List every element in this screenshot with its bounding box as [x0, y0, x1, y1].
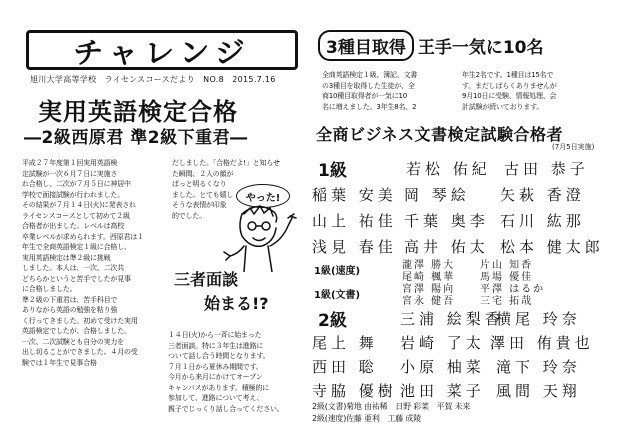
grade1-name: 矢萩 香澄	[500, 186, 585, 204]
grade2-name: 小原 柚菜	[400, 358, 485, 376]
three-certs-body-line: 年生2名です。1種目は15名で	[462, 71, 554, 79]
speed-name: 馬場 優佳	[480, 272, 534, 283]
eiken-body-line: 的でした。	[172, 211, 206, 220]
eiken-body-line: ライセンスコースとして初めて２級	[22, 211, 130, 220]
interview-body-line: 今月から来月にかけてオープン	[168, 373, 263, 381]
eiken-headline: 実用英語検定合格	[38, 98, 238, 126]
cheering-student-illustration	[220, 196, 300, 272]
grade1-speed-label: 1級(速度)	[314, 266, 361, 277]
speed-name: 尾崎 楓華	[402, 272, 456, 283]
interview-body-line: 参加して、進路について考え、	[168, 394, 264, 402]
eiken-body-line: 定試験が一次６月７日に実施さ	[22, 169, 118, 178]
grade2-speed-list: 2級(速度)佐藤 亜利 工藤 成陵	[312, 414, 422, 423]
eiken-body-line: 験では１年生で見事合格	[22, 358, 97, 367]
interview-headline-line: 三者面談	[174, 270, 239, 289]
grade2-name: 尾上 舞	[312, 334, 378, 352]
grade2-name: 西田 聡	[312, 358, 378, 376]
grade1-name: 若松 佑紀	[406, 160, 491, 178]
masthead-box	[26, 30, 298, 70]
interview-body-line: 親子でじっくり話し合ってください。	[168, 404, 284, 413]
interview-body-line: ついて話し合う時間となります。	[168, 352, 270, 360]
interview-headline-line: 始まる!?	[204, 294, 269, 313]
eiken-body-line: しました。本人は、一次、二次共	[22, 264, 124, 272]
interview-body-line: ７月１日から夏休み期間です。	[168, 362, 263, 371]
eiken-body-line: く行ってきました。初めて受けた実用	[22, 316, 138, 325]
eiken-subheadline: ―2級西原君 準2級下重君―	[24, 128, 248, 148]
eiken-body-line: その結果が７月１４日(火)に発表され	[22, 201, 136, 209]
grade1-doc-label: 1級(文書)	[314, 290, 361, 301]
eiken-body-line: 実用英語検定は準２級に挑戦	[22, 253, 111, 262]
grade1-name: 松本 健太郎	[500, 238, 604, 256]
three-certs-body-line: 名に増えました。3年生8名、2	[322, 102, 417, 111]
eiken-body-line: ありながら英語の勉強を粘り強	[22, 306, 118, 314]
eiken-body-line: ぱっと明るくなり	[172, 180, 227, 188]
speed-name: 宮澤 陽向	[402, 284, 456, 295]
interview-body-line: キャンパスがあります。積極的に	[168, 383, 269, 392]
three-certs-body-line: 9月10日に受験、情報処理、会	[462, 92, 557, 100]
eiken-body-line: れ合格し、二次が７月５日に神居中	[22, 180, 131, 188]
eiken-body-line: 卒業レベルが求められます。西原君は１	[22, 232, 144, 241]
eiken-body-line: 出し切ることができました。４月の受	[22, 348, 138, 356]
eiken-body-line: 合格者が出ました。レベルは高校	[22, 222, 124, 230]
three-certs-body-line: す。まだしばらくありませんが	[462, 81, 557, 90]
eiken-body-line: 平成２７年度第１回実用英語検	[22, 159, 118, 167]
newsletter-subline: 旭川大学高等学校 ライセンスコースだより NO.8 2015.7.16	[30, 75, 276, 84]
interview-body	[168, 330, 298, 414]
grade1-name: 千葉 奥李	[404, 212, 489, 230]
eiken-body-line: 一次、二次試験とも自分の実力を	[22, 337, 124, 346]
grade1-name: 稲葉 安美	[312, 186, 397, 204]
three-certs-body-line: 商10種目取得者が一気に10	[322, 92, 408, 100]
speech-bubble: やった!	[236, 184, 290, 208]
grade2-doc-list: 2級(文書)菊地 由祐稀 日野 彩菜 平賀 未来	[312, 402, 471, 411]
three-certs-body-line: の3種目を取得した生徒が、全	[322, 81, 415, 90]
grade1-name: 岡 琴絵	[404, 186, 470, 204]
interview-headline	[174, 268, 269, 316]
grade2-name: 寺脇 優樹	[312, 382, 397, 400]
speed-name: 瀧澤 勝大	[402, 260, 456, 271]
grade2-name: 三浦 絵梨香	[400, 310, 504, 328]
speed-name: 平澤 はるか	[480, 284, 546, 295]
grade1-name: 山上 祐佳	[312, 212, 397, 230]
three-certs-body-continued	[462, 70, 602, 112]
three-certs-body-line: 計試験が続いております。	[462, 102, 544, 111]
eiken-body-line: 準２級の下重君は、苦手科目で	[22, 295, 118, 304]
grade2-name: 池田 菜子	[400, 382, 485, 400]
three-certs-boxed-label: 3種目取得	[318, 30, 414, 61]
eiken-body	[22, 158, 162, 368]
grade2-name: 澤田 侑貴也	[490, 334, 594, 352]
three-certs-headline-text: 王手一気に10名	[417, 38, 544, 58]
grade2-name: 風間 天翔	[496, 382, 581, 400]
eiken-body-line: た瞬間、２人の顔が	[172, 169, 234, 178]
grade1-name: 古田 恭子	[504, 160, 589, 178]
exam-date: (7月5日実施)	[552, 143, 595, 151]
interview-body-line: １４日(火)から一斉に始まった	[168, 331, 262, 339]
grade2-name: 岩崎 了太	[400, 334, 485, 352]
speed-name: 宮永 健吾	[402, 296, 456, 307]
speed-name: 三宅 拓哉	[480, 296, 534, 307]
eiken-body-line: どちらかというと苦手でしたが見事	[22, 274, 131, 283]
grade2-name: 滝下 玲奈	[496, 358, 581, 376]
eiken-body-line: 年生で全商英語検定１級に合格し、	[22, 243, 131, 251]
grade1-name: 浅見 春佳	[312, 238, 397, 256]
cert-list-title: 全商ビジネス文書検定試験合格者	[316, 125, 564, 144]
newsletter-title: チャレンジ	[73, 36, 251, 70]
grade1-label: 1級	[318, 161, 347, 181]
three-certs-body	[322, 70, 456, 112]
eiken-body-line: に合格しました。	[22, 285, 77, 293]
three-certs-headline	[318, 30, 544, 61]
eiken-body-line: 学校で面接試験が行われました。	[22, 190, 124, 199]
speed-name: 片山 知香	[480, 260, 534, 271]
eiken-body-line: 英語検定でしたが、合格しました。	[22, 327, 131, 335]
grade1-name: 高井 佑太	[404, 238, 489, 256]
interview-body-line: 三者面談。特に３年生は進路に	[168, 341, 264, 350]
three-certs-body-line: 全商英語検定１級、簿記、文書	[322, 71, 418, 79]
eiken-body-line: ました。とても嬉し	[172, 190, 234, 199]
eiken-body-line: だしました。「合格だよ!」と知らせ	[172, 159, 280, 167]
grade1-name: 石川 紘那	[500, 212, 585, 230]
grade2-name: 横尾 玲奈	[496, 310, 581, 328]
eiken-body-line: そうな表情が印象	[172, 201, 227, 209]
grade2-label: 2級	[318, 311, 347, 331]
